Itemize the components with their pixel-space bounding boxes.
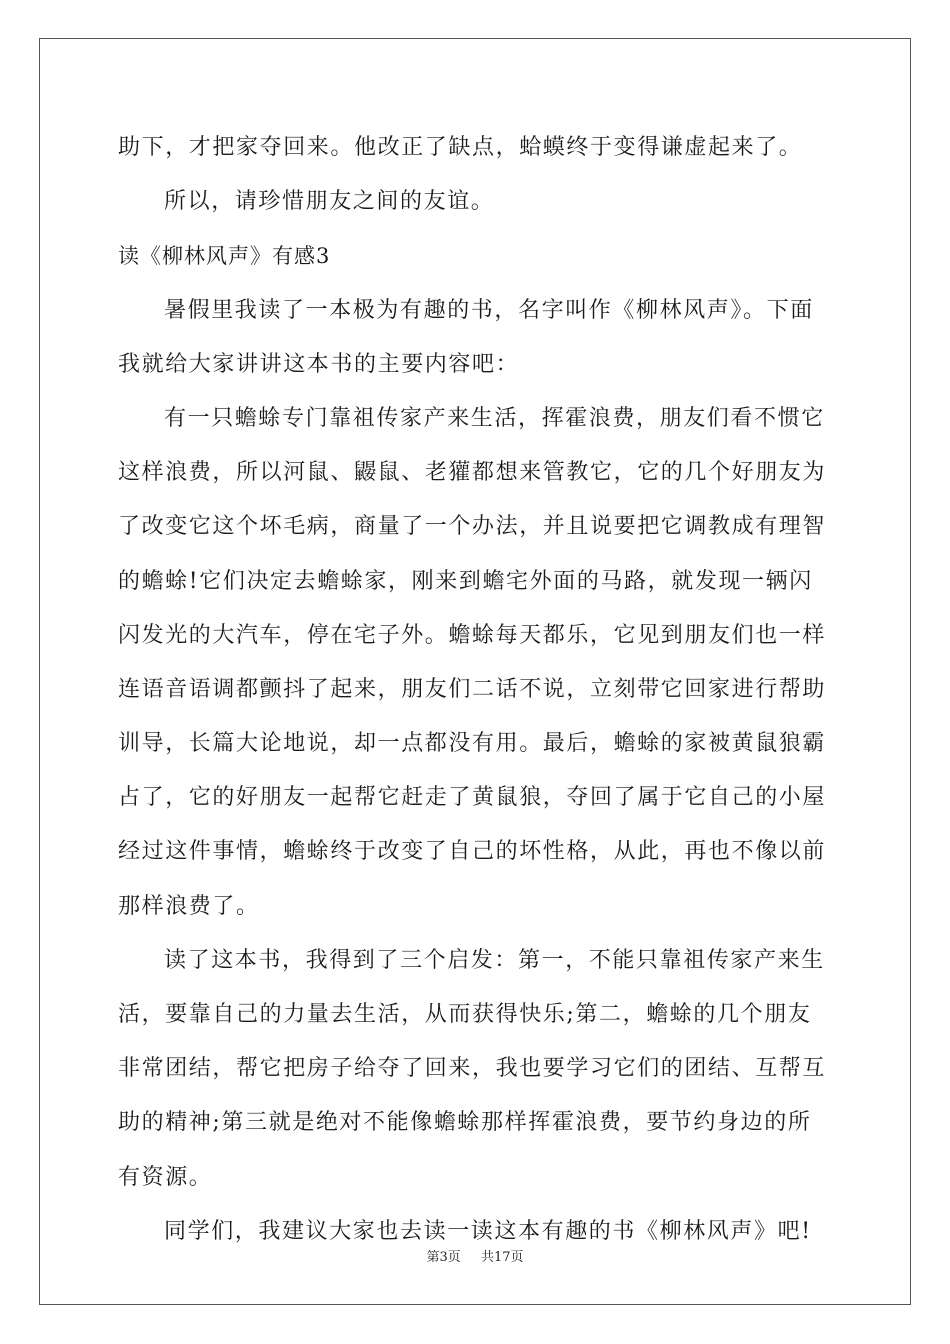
text-line: 的蟾蜍!它们决定去蟾蜍家，刚来到蟾宅外面的马路，就发现一辆闪: [118, 568, 813, 594]
text-line: 连语音语调都颤抖了起来，朋友们二话不说，立刻带它回家进行帮助: [118, 676, 827, 702]
text-line: 助的精神;第三就是绝对不能像蟾蜍那样挥霍浪费，要节约身边的所: [118, 1110, 812, 1136]
text-line: 这样浪费，所以河鼠、鼹鼠、老獾都想来管教它，它的几个好朋友为: [118, 460, 827, 486]
text-line: 同学们，我建议大家也去读一读这本有趣的书《柳林风声》吧!: [164, 1218, 812, 1244]
text-line: 那样浪费了。: [118, 893, 260, 919]
text-line: 所以，请珍惜朋友之间的友谊。: [164, 189, 495, 215]
text-line: 有资源。: [118, 1164, 213, 1190]
text-line: 占了，它的好朋友一起帮它赶走了黄鼠狼，夺回了属于它自己的小屋: [118, 785, 827, 811]
text-line: 我就给大家讲讲这本书的主要内容吧：: [118, 351, 520, 377]
text-line: 活，要靠自己的力量去生活，从而获得快乐;第二，蟾蜍的几个朋友: [118, 1002, 812, 1027]
text-line: 助下，才把家夺回来。他改正了缺点，蛤蟆终于变得谦虚起来了。: [118, 135, 803, 160]
text-line: 非常团结，帮它把房子给夺了回来，我也要学习它们的团结、互帮互: [118, 1056, 827, 1082]
page-number: 第3页: [426, 1250, 461, 1265]
document-body: [118, 126, 838, 1264]
text-line: 暑假里我读了一本极为有趣的书，名字叫作《柳林风声》。下面: [164, 297, 814, 323]
text-line: 有一只蟾蜍专门靠祖传家产来生活，挥霍浪费，朋友们看不惯它: [164, 405, 825, 431]
text-line: 训导，长篇大论地说，却一点都没有用。最后，蟾蜍的家被黄鼠狼霸: [118, 731, 827, 757]
text-line: 闪发光的大汽车，停在宅子外。蟾蜍每天都乐，它见到朋友们也一样: [118, 622, 827, 648]
page-footer: [0, 1246, 950, 1265]
text-line: 经过这件事情，蟾蜍终于改变了自己的坏性格，从此，再也不像以前: [118, 839, 827, 865]
text-line: 读了这本书，我得到了三个启发：第一，不能只靠祖传家产来生: [164, 947, 825, 973]
section-heading: 读《柳林风声》有感3: [118, 244, 331, 269]
text-line: 了改变它这个坏毛病，商量了一个办法，并且说要把它调教成有理智: [118, 514, 827, 540]
page-total: 共17页: [481, 1250, 524, 1265]
